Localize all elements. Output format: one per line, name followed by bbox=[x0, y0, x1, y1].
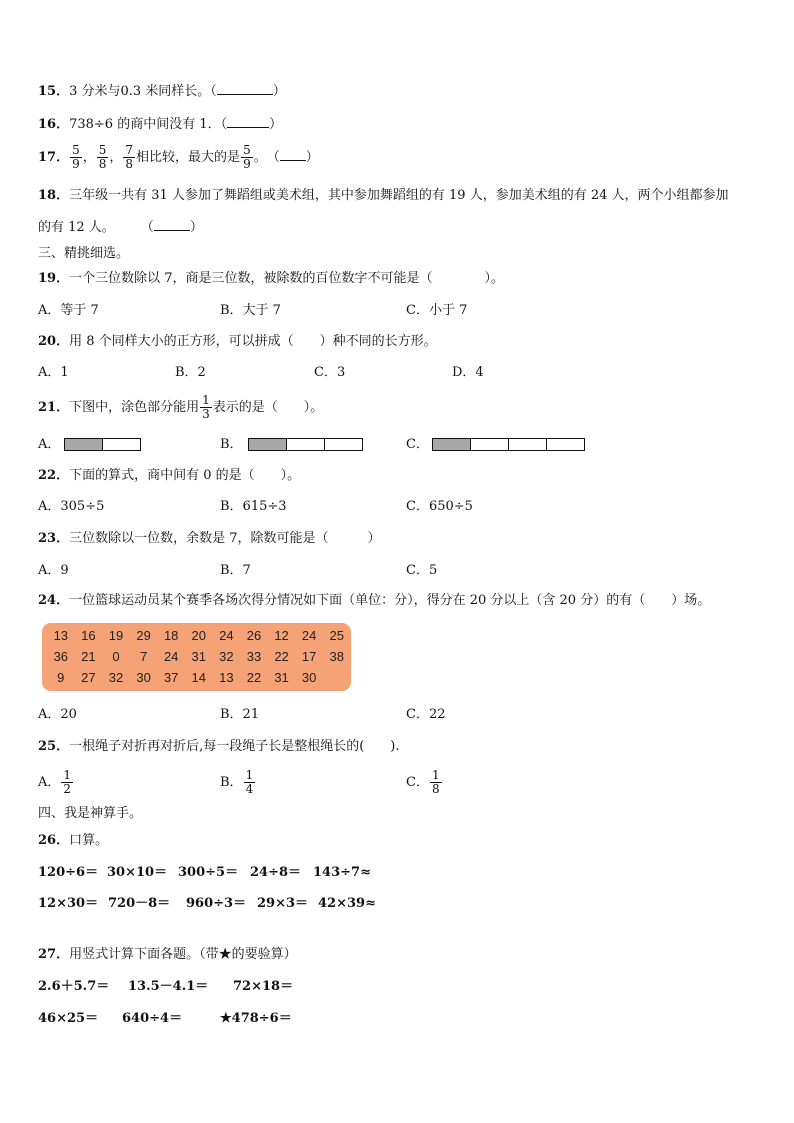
question-number: 23． bbox=[38, 531, 70, 546]
fraction: $\frac{5}{9}$ bbox=[243, 143, 251, 171]
score-cell: 26 bbox=[246, 628, 262, 643]
score-cell: 20 bbox=[191, 628, 206, 643]
question-number: 26． bbox=[38, 833, 70, 848]
question-text: 三年级一共有 31 人参加了舞蹈组或美术组，其中参加舞蹈组的有 19 人，参加美术组的有 24 人，两个小组都参加 bbox=[69, 188, 729, 203]
score-cell: 33 bbox=[246, 649, 262, 664]
question-19 bbox=[38, 270, 504, 288]
option-b[interactable]: B．615÷3 bbox=[220, 499, 287, 514]
score-cell: 17 bbox=[301, 649, 317, 664]
question-text: 3 分米与0.3 米同样长。（ bbox=[69, 84, 217, 99]
question-text: 一根绳子对折再对折后,每一段绳子长是整根绳长的( ). bbox=[69, 739, 400, 754]
calc-item: 29×3＝ bbox=[257, 896, 309, 911]
calc-item: 960÷3＝ bbox=[186, 896, 247, 911]
score-cell: 30 bbox=[136, 670, 151, 685]
score-cell: 31 bbox=[274, 670, 289, 685]
score-cell: 0 bbox=[112, 649, 120, 664]
bar-cell bbox=[509, 439, 547, 450]
score-cell: 13 bbox=[219, 670, 234, 685]
question-text: 口算。 bbox=[69, 833, 109, 848]
option-b[interactable]: B．大于 7 bbox=[220, 303, 281, 318]
question-number: 15． bbox=[38, 84, 70, 99]
score-cell: 24 bbox=[301, 628, 317, 643]
score-cell: 36 bbox=[53, 649, 69, 664]
calc-item: ★478÷6＝ bbox=[220, 1011, 292, 1026]
score-cell: 14 bbox=[191, 670, 206, 685]
question-text: 相比较，最大的是 bbox=[136, 150, 241, 165]
question-number: 21． bbox=[38, 400, 70, 415]
calc-item: 42×39≈ bbox=[318, 896, 376, 911]
question-text: 下面的算式，商中间有 0 的是（ ）。 bbox=[69, 468, 301, 483]
score-cell: 22 bbox=[274, 649, 289, 664]
calc-item: 46×25＝ bbox=[38, 1011, 99, 1026]
question-text: 用 8 个同样大小的正方形，可以拼成（ ）种不同的长方形。 bbox=[69, 334, 437, 349]
calc-item: 12×30＝ bbox=[38, 896, 99, 911]
close-paren: ） bbox=[305, 150, 319, 165]
score-cell: 13 bbox=[53, 628, 69, 643]
score-cell: 37 bbox=[163, 670, 179, 685]
fraction: $\frac{1}{3}$ bbox=[202, 393, 210, 421]
fraction: $\frac{1}{8}$ bbox=[431, 768, 440, 796]
score-cell: 22 bbox=[246, 670, 262, 685]
fraction-bar-c bbox=[432, 438, 585, 451]
fraction: $\frac{1}{4}$ bbox=[245, 768, 254, 796]
score-cell: 12 bbox=[274, 628, 289, 643]
question-text: 一个三位数除以 7，商是三位数，被除数的百位数字不可能是（ ）。 bbox=[69, 271, 504, 286]
option-d[interactable]: D．4 bbox=[452, 365, 484, 380]
score-cell: 38 bbox=[329, 649, 344, 664]
question-18 bbox=[38, 187, 729, 205]
question-15 bbox=[38, 82, 286, 101]
question-number: 24． bbox=[38, 593, 70, 608]
bar-cell bbox=[103, 439, 140, 450]
calc-item: 24÷8＝ bbox=[250, 865, 302, 880]
option-c[interactable]: C．小于 7 bbox=[406, 303, 468, 318]
fraction: $\frac{5}{9}$ bbox=[72, 143, 80, 171]
answer-blank[interactable] bbox=[217, 82, 273, 95]
score-cell: 19 bbox=[108, 628, 124, 643]
question-23 bbox=[38, 530, 381, 548]
calc-item: 2.6＋5.7＝ bbox=[38, 979, 110, 994]
score-table bbox=[42, 623, 351, 691]
question-18-line2 bbox=[38, 218, 203, 237]
calc-item: 30×10＝ bbox=[107, 865, 168, 880]
option-c[interactable]: C．650÷5 bbox=[406, 499, 473, 514]
option-c[interactable]: C．5 bbox=[406, 563, 438, 578]
score-cell: 27 bbox=[81, 670, 96, 685]
option-b[interactable]: B．7 bbox=[220, 563, 251, 578]
question-text: 下图中，涂色部分能用 bbox=[69, 400, 200, 415]
question-number: 27． bbox=[38, 947, 70, 962]
bar-cell bbox=[287, 439, 325, 450]
calc-item: 720－8＝ bbox=[108, 896, 171, 911]
score-cell: 24 bbox=[219, 628, 234, 643]
bar-cell bbox=[471, 439, 509, 450]
score-row bbox=[47, 649, 351, 664]
answer-blank[interactable] bbox=[154, 218, 190, 231]
option-b[interactable]: B． $\frac{1}{4}$ bbox=[220, 768, 254, 796]
option-a[interactable]: A．305÷5 bbox=[38, 499, 105, 514]
option-c[interactable]: C． $\frac{1}{8}$ bbox=[406, 768, 440, 796]
score-cell: 25 bbox=[329, 628, 344, 643]
option-c[interactable]: C．3 bbox=[314, 365, 346, 380]
score-row bbox=[47, 670, 323, 685]
calc-item: 143÷7≈ bbox=[313, 865, 371, 880]
score-cell: 32 bbox=[108, 670, 124, 685]
score-cell: 30 bbox=[301, 670, 317, 685]
option-b[interactable]: B．2 bbox=[175, 365, 206, 380]
question-25 bbox=[38, 738, 400, 756]
question-21 bbox=[38, 393, 323, 423]
question-27 bbox=[38, 946, 297, 964]
question-text: 738÷6 的商中间没有 1．（ bbox=[69, 117, 228, 132]
question-24 bbox=[38, 592, 710, 610]
score-cell: 16 bbox=[81, 628, 96, 643]
section-heading-3: 三、精挑细选。 bbox=[38, 246, 130, 261]
question-text: 表示的是（ ）。 bbox=[212, 400, 324, 415]
question-text: 的有 12 人。 （ bbox=[38, 220, 154, 235]
question-number: 18． bbox=[38, 188, 70, 203]
question-number: 22． bbox=[38, 468, 70, 483]
bar-cell bbox=[547, 439, 584, 450]
option-a[interactable]: A．20 bbox=[38, 707, 77, 722]
option-b[interactable]: B．21 bbox=[220, 707, 260, 722]
question-text: 三位数除以一位数，余数是 7，除数可能是（ ） bbox=[69, 531, 381, 546]
score-cell: 18 bbox=[163, 628, 179, 643]
question-number: 19． bbox=[38, 271, 70, 286]
fraction-bar-a bbox=[64, 438, 141, 451]
question-number: 25． bbox=[38, 739, 70, 754]
answer-blank[interactable] bbox=[227, 115, 269, 128]
score-cell: 7 bbox=[139, 649, 148, 664]
question-16 bbox=[38, 115, 282, 134]
question-number: 17． bbox=[38, 150, 70, 165]
bar-cell bbox=[325, 439, 362, 450]
calc-item: 13.5－4.1＝ bbox=[128, 979, 209, 994]
close-paren: ） bbox=[189, 220, 203, 235]
question-number: 16． bbox=[38, 117, 70, 132]
fraction: $\frac{5}{8}$ bbox=[98, 143, 107, 171]
question-22 bbox=[38, 467, 300, 485]
calc-item: 300÷5＝ bbox=[178, 865, 239, 880]
option-c[interactable]: C．22 bbox=[406, 707, 446, 722]
answer-blank[interactable] bbox=[280, 148, 306, 161]
bar-cell-shaded bbox=[249, 439, 287, 450]
option-c[interactable]: C． bbox=[406, 437, 429, 452]
fraction-bar-b bbox=[248, 438, 363, 451]
question-17: 17． $\frac{5}{9}$ ， $\frac{5}{8}$ ， $\frac{7}{8}$ 相比较，最大的是 $\frac{5}{9}$ 。 （ ） bbox=[38, 143, 319, 171]
bar-cell-shaded bbox=[65, 439, 103, 450]
score-cell: 31 bbox=[191, 649, 206, 664]
score-cell: 32 bbox=[219, 649, 234, 664]
section-heading-4: 四、我是神算手。 bbox=[38, 806, 143, 821]
calc-item: 72×18＝ bbox=[233, 979, 294, 994]
option-a[interactable]: A．等于 7 bbox=[38, 303, 99, 318]
option-a[interactable]: A．9 bbox=[38, 563, 69, 578]
score-cell: 21 bbox=[81, 649, 96, 664]
calc-item: 120÷6＝ bbox=[38, 865, 99, 880]
fraction: $\frac{1}{2}$ bbox=[63, 768, 72, 796]
fraction: $\frac{7}{8}$ bbox=[125, 143, 134, 171]
question-text: 用竖式计算下面各题。（带★的要验算） bbox=[69, 947, 297, 962]
question-text: 一位篮球运动员某个赛季各场次得分情况如下面（单位：分），得分在 20 分以上（含 20 分）的有（ ）场。 bbox=[69, 593, 711, 608]
close-paren: ） bbox=[269, 117, 283, 132]
close-paren: ） bbox=[272, 84, 286, 99]
score-cell: 29 bbox=[136, 628, 151, 643]
option-b[interactable]: B． bbox=[220, 437, 243, 452]
bar-cell-shaded bbox=[433, 439, 471, 450]
question-26 bbox=[38, 832, 108, 850]
option-a[interactable]: A．1 bbox=[38, 365, 69, 380]
calc-item: 640÷4＝ bbox=[122, 1011, 183, 1026]
option-a[interactable]: A． bbox=[38, 437, 61, 452]
score-cell: 24 bbox=[163, 649, 179, 664]
question-number: 20． bbox=[38, 334, 70, 349]
score-cell: 9 bbox=[57, 670, 65, 685]
question-20 bbox=[38, 333, 437, 351]
score-row bbox=[47, 628, 351, 643]
option-a[interactable]: A． $\frac{1}{2}$ bbox=[38, 768, 72, 796]
